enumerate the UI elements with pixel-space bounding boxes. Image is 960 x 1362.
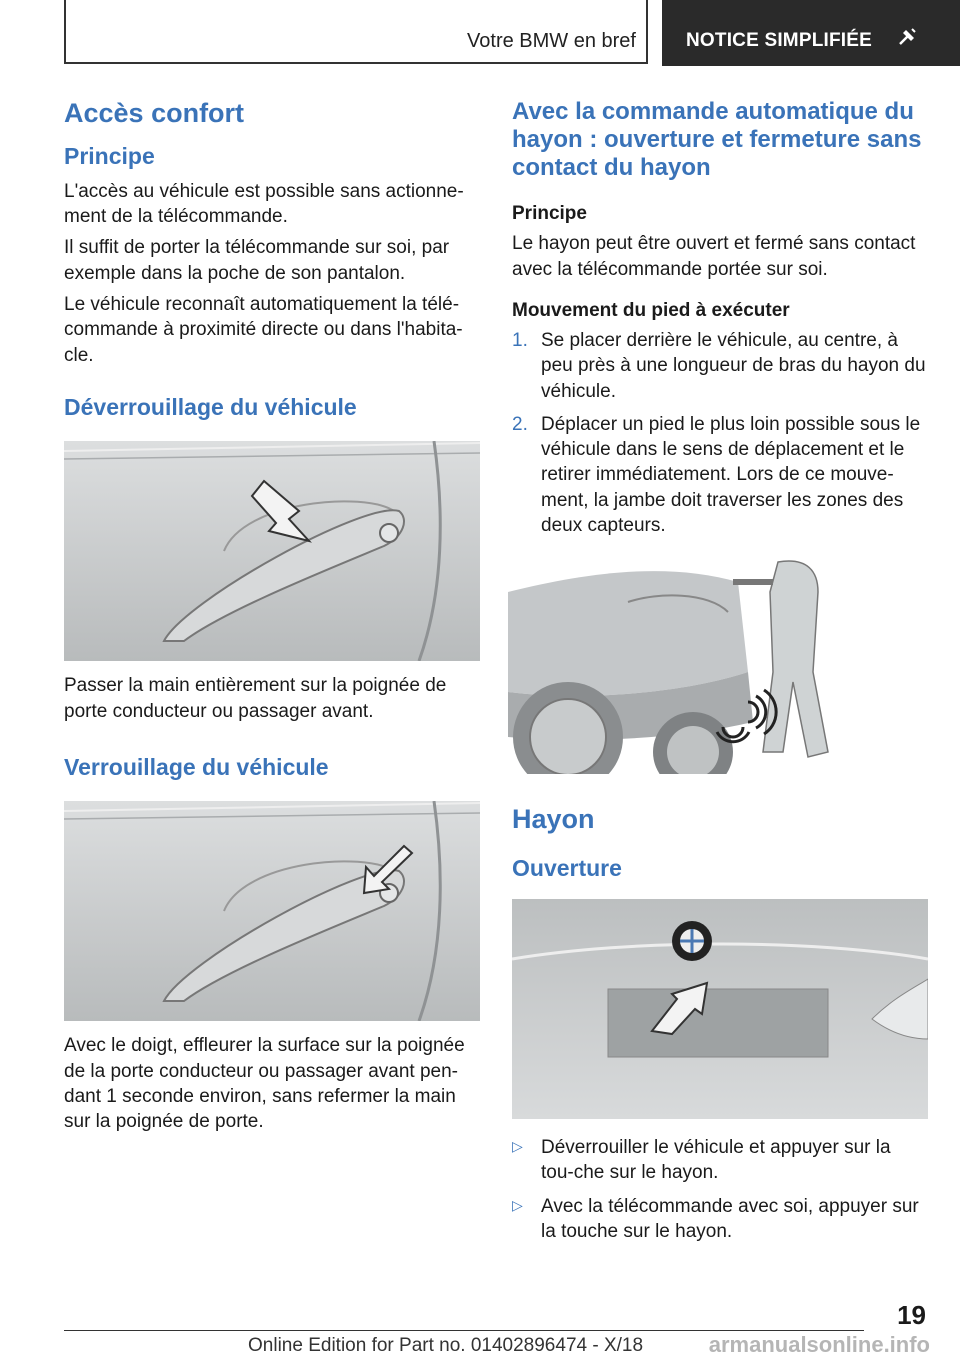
door-handle-unlock-image <box>64 441 480 661</box>
list-item <box>512 328 928 404</box>
principe-subheading: Principe <box>512 203 587 225</box>
watermark: armanualsonline.info <box>708 1332 930 1357</box>
left-column <box>64 98 466 1141</box>
paragraph: Le hayon peut être ouvert et fermé sans contact avec la télécommande portée sur soi. <box>512 233 916 280</box>
paragraph: Le véhicule reconnaît automatiquement la télé-commande à proximité directe ou dans l'habita-cle. <box>64 293 463 366</box>
bullet-text: Avec la télécommande avec soi, appuyer sur la touche sur le hayon. <box>541 1195 919 1242</box>
footer-divider <box>64 1330 864 1331</box>
step-number: 1. <box>512 330 528 352</box>
list-item <box>512 1194 928 1245</box>
triangle-bullet-icon: ▷ <box>512 1196 523 1213</box>
hayon-title: Hayon <box>512 804 595 835</box>
tailgate-auto-title: Avec la commande automatique du hayon : ouverture et fermeture sans contact du hayon <box>512 98 922 181</box>
right-column <box>512 98 928 1258</box>
list-item <box>512 412 928 538</box>
step-number: 2. <box>512 413 528 435</box>
steps-list <box>512 328 928 538</box>
tailgate-button-image <box>512 899 928 1119</box>
edition-text: Online Edition for Part no. 01402896474 - X/18 <box>248 1335 644 1356</box>
foot-movement-heading: Mouvement du pied à exécuter <box>512 300 790 322</box>
paragraph: Il suffit de porter la télécommande sur soi, par exemple dans la poche de son pantalon. <box>64 237 450 284</box>
notice-tab[interactable] <box>662 0 960 66</box>
step-text: Déplacer un pied le plus loin possible sous le véhicule dans le sens de déplacement et le retirer immédiatement. Lors de ce mouve-ment, la jambe doit traverser les zones des deux capteurs. <box>541 413 921 536</box>
bullet-list <box>512 1135 928 1244</box>
lock-heading: Verrouillage du véhicule <box>64 753 329 780</box>
kick-sensor-image <box>508 552 924 774</box>
page-number: 19 <box>897 1300 926 1330</box>
section-title: Votre BMW en bref <box>467 30 636 52</box>
tools-icon <box>896 26 918 53</box>
step-text: Se placer derrière le véhicule, au centre, à peu près à une longueur de bras du hayon du véhicule. <box>541 330 926 402</box>
notice-tab-label: NOTICE SIMPLIFIÉE <box>686 30 873 51</box>
unlock-instruction: Passer la main entièrement sur la poignée de porte conducteur ou passager avant. <box>64 675 447 722</box>
paragraph: L'accès au véhicule est possible sans actionne-ment de la télécommande. <box>64 180 464 228</box>
ouverture-heading: Ouverture <box>512 855 622 882</box>
bullet-text: Déverrouiller le véhicule et appuyer sur la tou-che sur le hayon. <box>541 1137 891 1184</box>
comfort-access-title: Accès confort <box>64 98 245 128</box>
lock-instruction: Avec le doigt, effleurer la surface sur la poignée de la porte conducteur ou passager avant pen-dant 1 seconde environ, sans refermer la main sur la poignée de porte. <box>64 1035 465 1133</box>
unlock-heading: Déverrouillage du véhicule <box>64 393 357 420</box>
triangle-bullet-icon: ▷ <box>512 1138 523 1155</box>
list-item <box>512 1135 928 1186</box>
door-handle-lock-image <box>64 801 480 1021</box>
principe-heading: Principe <box>64 143 155 170</box>
